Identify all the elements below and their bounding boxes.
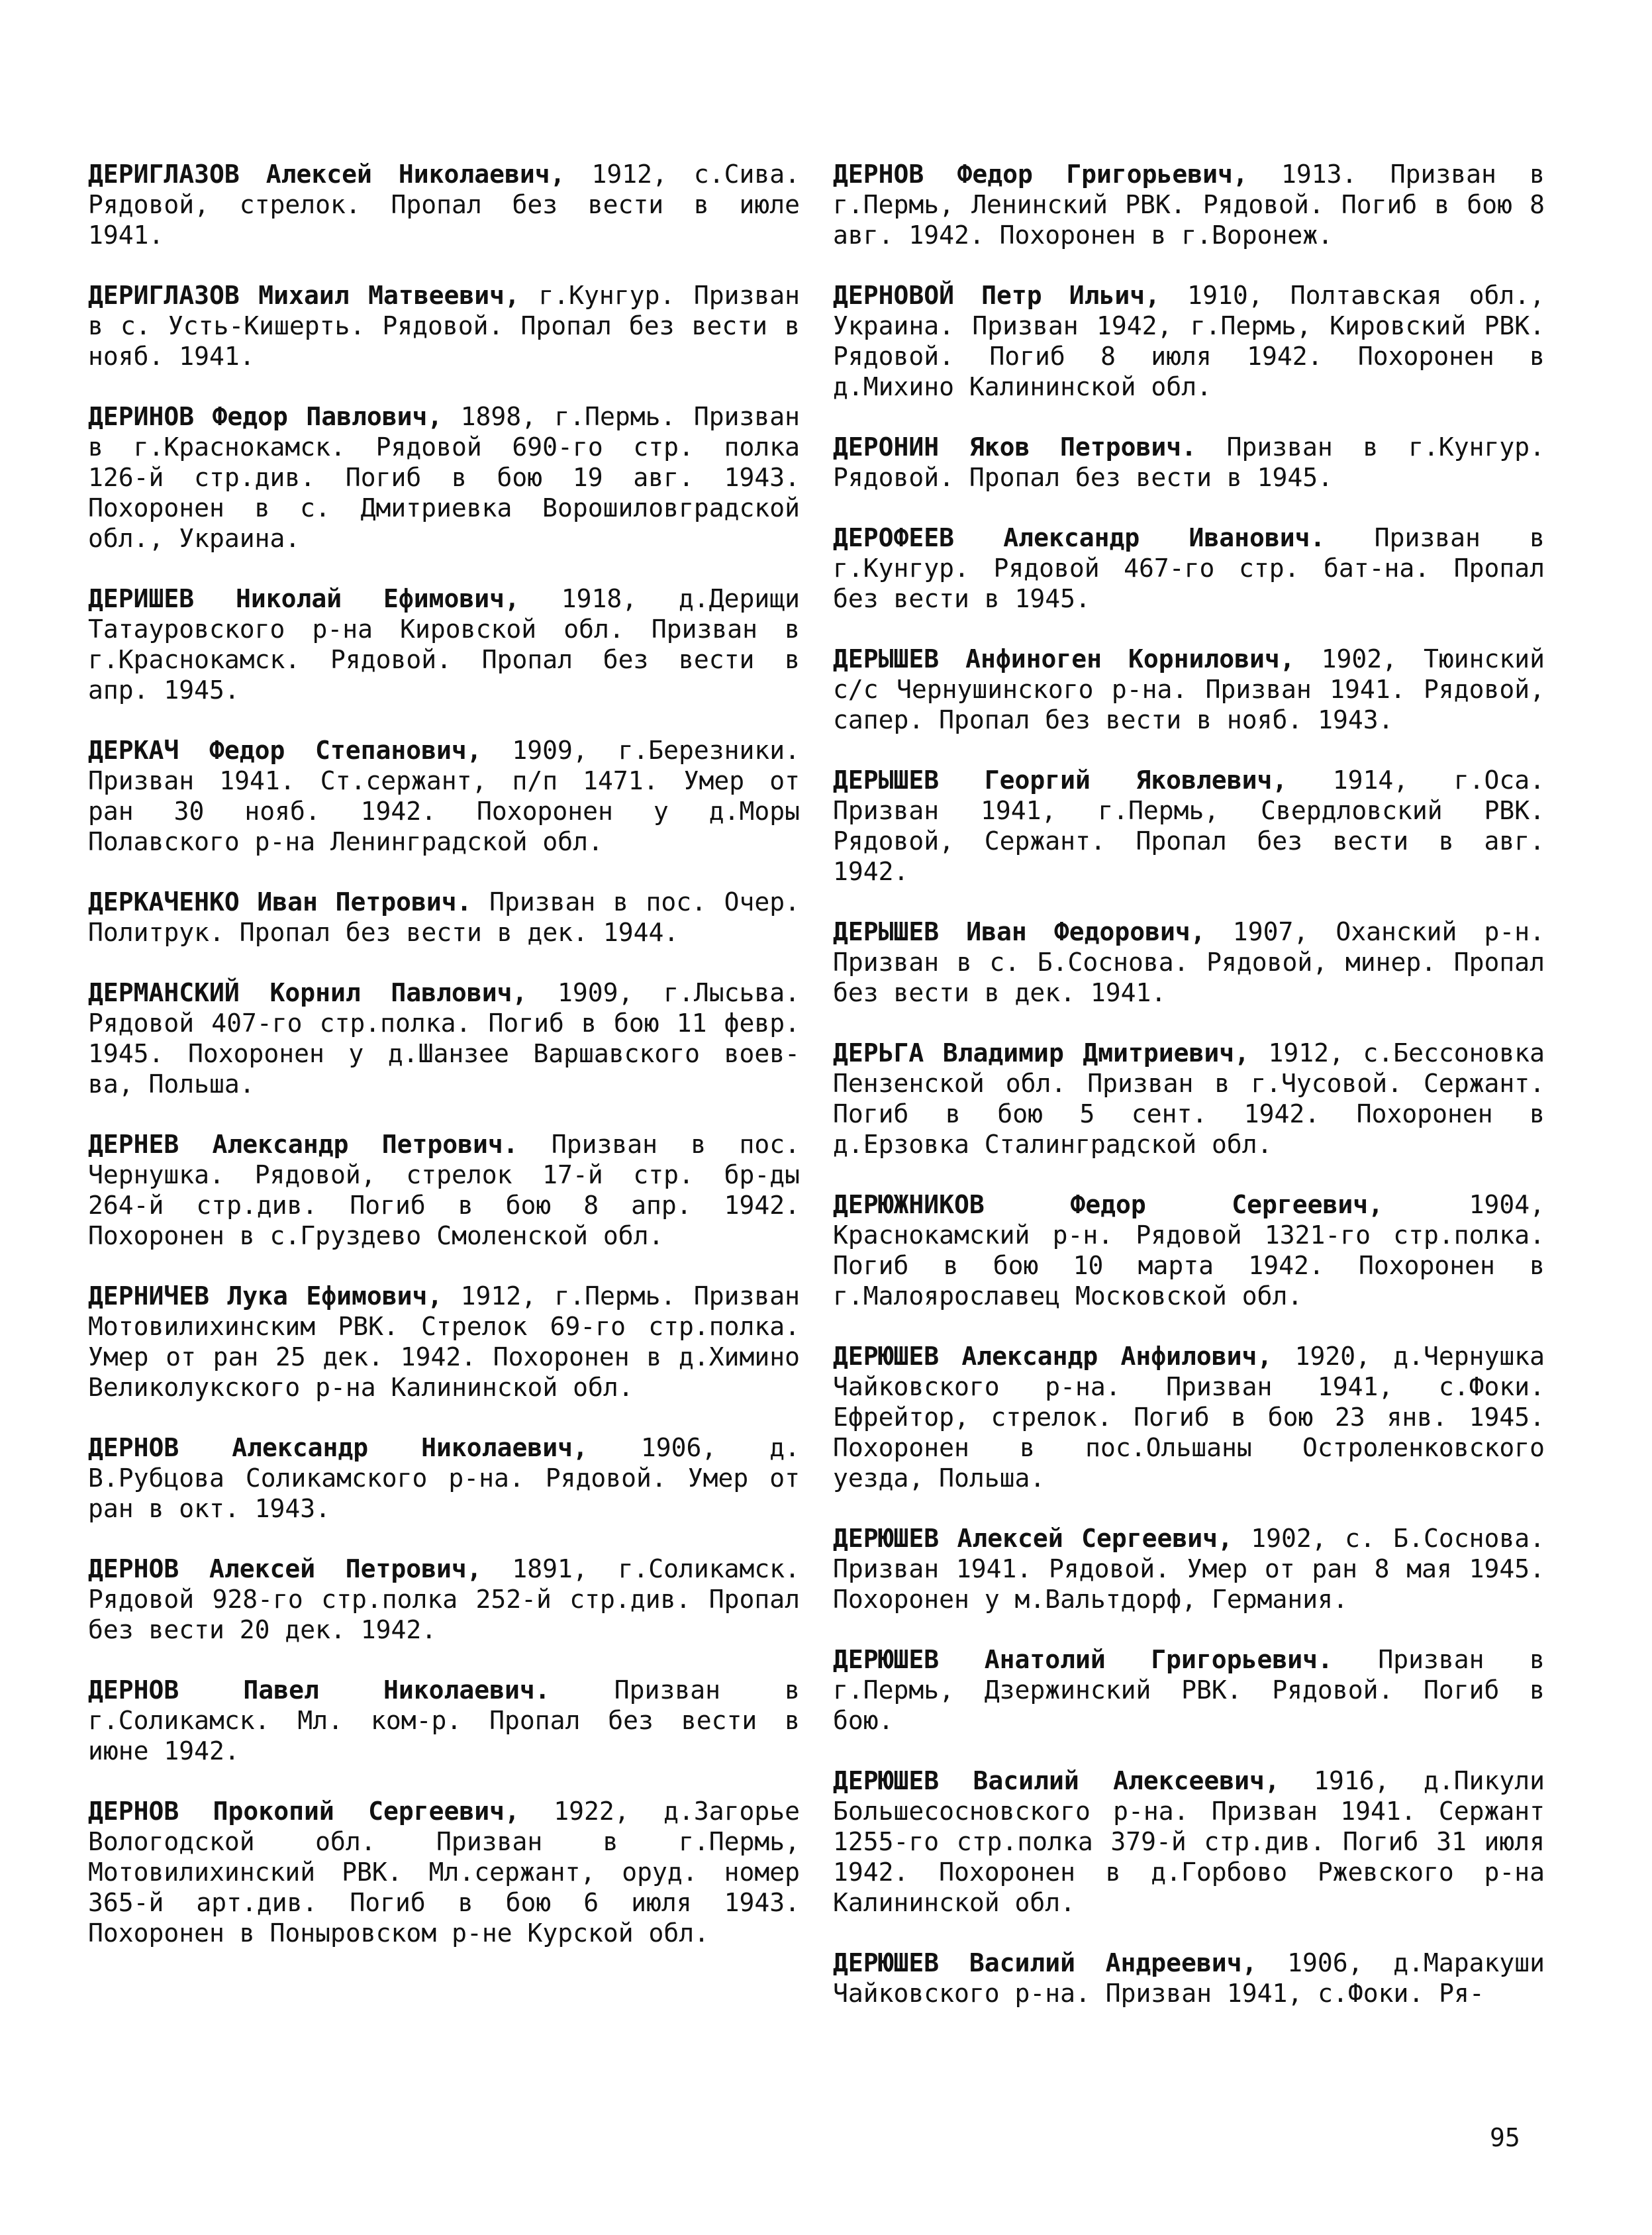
entry-text: Призван в г.Соликамск. Мл. ком-р. Пропал без вести в июне 1942. bbox=[88, 1675, 800, 1765]
entry bbox=[88, 977, 800, 1099]
entry-name: ДЕРОФЕЕВ Александр Иванович. bbox=[833, 523, 1326, 552]
entry-text: 1909, г.Лысьва. Рядовой 407-го стр.полка. Погиб в бою 11 февр. 1945. Похоронен у д.Шанзее Варшавского воев-ва, Польша. bbox=[88, 978, 800, 1099]
entry-name: ДЕРНОВОЙ Петр Ильич, bbox=[833, 281, 1161, 310]
entry-text: 1912, г.Пермь. Призван Мотовилихинским РВК. Стрелок 69-го стр.полка. Умер от ран 25 дек. 1942. Похоронен в д.Химино Великолукского р-на Калининской обл. bbox=[88, 1281, 800, 1402]
entry bbox=[833, 1765, 1545, 1918]
entry-name: ДЕРОНИН Яков Петрович. bbox=[833, 432, 1196, 462]
entry-name: ДЕРИГЛАЗОВ Михаил Матвеевич, bbox=[88, 281, 520, 310]
entry-name: ДЕРНОВ Прокопий Сергеевич, bbox=[88, 1797, 520, 1826]
entry bbox=[88, 401, 800, 554]
entry-name: ДЕРКАЧ Федор Степанович, bbox=[88, 736, 482, 765]
entry-name: ДЕРЬГА Владимир Дмитриевич, bbox=[833, 1038, 1250, 1068]
entry bbox=[88, 1796, 800, 1948]
entry-name: ДЕРЮШЕВ Василий Алексеевич, bbox=[833, 1766, 1280, 1795]
entry-text: Призван в г.Кунгур. Рядовой. Пропал без вести в 1945. bbox=[833, 432, 1545, 492]
entry-text: 1909, г.Березники. Призван 1941. Ст.сержант, п/п 1471. Умер от ран 30 нояб. 1942. Похоронен у д.Моры Полавского р-на Ленинградской обл. bbox=[88, 736, 800, 856]
entry-text: 1902, Тюинский с/с Чернушинского р-на. Призван 1941. Рядовой, сапер. Пропал без вести в нояб. 1943. bbox=[833, 644, 1545, 734]
entry-text: 1904, Краснокамский р-н. Рядовой 1321-го стр.полка. Погиб в бою 10 марта 1942. Похоронен в г.Малоярославец Московской обл. bbox=[833, 1190, 1545, 1311]
entry bbox=[833, 1189, 1545, 1311]
entry-name: ДЕРИНОВ Федор Павлович, bbox=[88, 402, 443, 431]
entry bbox=[833, 280, 1545, 402]
left-column bbox=[88, 159, 800, 1978]
entry-name: ДЕРНЕВ Александр Петрович. bbox=[88, 1130, 518, 1159]
entry-text: Призван в пос. Очер. Политрук. Пропал без вести в дек. 1944. bbox=[88, 887, 801, 947]
entry bbox=[88, 1432, 800, 1524]
entry-text: 1906, д. В.Рубцова Соликамского р-на. Рядовой. Умер от ран в окт. 1943. bbox=[88, 1433, 800, 1523]
page-number: 95 bbox=[1490, 2123, 1520, 2152]
entry-name: ДЕРКАЧЕНКО Иван Петрович. bbox=[88, 887, 472, 917]
entry-text: 1902, с. Б.Соснова. Призван 1941. Рядовой. Умер от ран 8 мая 1945. Похоронен у м.Вальтдорф, Германия. bbox=[833, 1524, 1545, 1614]
entry-text: 1913. Призван в г.Пермь, Ленинский РВК. Рядовой. Погиб в бою 8 авг. 1942. Похоронен в г.Воронеж. bbox=[833, 160, 1545, 250]
entry-name: ДЕРЮЖНИКОВ Федор Сергеевич, bbox=[833, 1190, 1384, 1219]
entry-name: ДЕРНОВ Александр Николаевич, bbox=[88, 1433, 588, 1462]
entry bbox=[88, 280, 800, 372]
entry-name: ДЕРЮШЕВ Алексей Сергеевич, bbox=[833, 1524, 1233, 1553]
entry bbox=[833, 644, 1545, 735]
entry-text: 1906, д.Маракуши Чайковского р-на. Призван 1941, с.Фоки. Ря- bbox=[833, 1948, 1545, 2008]
entry-text: Призван в г.Пермь, Дзержинский РВК. Рядовой. Погиб в бою. bbox=[833, 1645, 1545, 1735]
entry-name: ДЕРЮШЕВ Александр Анфилович, bbox=[833, 1342, 1273, 1371]
entry bbox=[88, 1675, 800, 1766]
entry bbox=[833, 765, 1545, 887]
entry-text: 1916, д.Пикули Большесосновского р-на. Призван 1941. Сержант 1255-го стр.полка 379-й стр.див. Погиб 31 июля 1942. Похоронен в д.Горбово Ржевского р-на Калининской обл. bbox=[833, 1766, 1545, 1917]
entry bbox=[88, 887, 800, 948]
entry bbox=[833, 1341, 1545, 1493]
entry-text: 1907, Оханский р-н. Призван в с. Б.Соснова. Рядовой, минер. Пропал без вести в дек. 1941. bbox=[833, 917, 1545, 1007]
entry-text: 1910, Полтавская обл., Украина. Призван 1942, г.Пермь, Кировский РВК. Рядовой. Погиб 8 июля 1942. Похоронен в д.Михино Калининской обл. bbox=[833, 281, 1545, 401]
entry-text: Призван в г.Кунгур. Рядовой 467-го стр. бат-на. Пропал без вести в 1945. bbox=[833, 523, 1545, 613]
entry-name: ДЕРЫШЕВ Иван Федорович, bbox=[833, 917, 1206, 946]
entry bbox=[88, 735, 800, 857]
entry-text: 1918, д.Дерищи Татауровского р-на Кировской обл. Призван в г.Краснокамск. Рядовой. Пропал без вести в апр. 1945. bbox=[88, 584, 800, 705]
entry bbox=[833, 522, 1545, 614]
entry-name: ДЕРЫШЕВ Анфиноген Корнилович, bbox=[833, 644, 1295, 673]
entry-name: ДЕРЮШЕВ Анатолий Григорьевич. bbox=[833, 1645, 1333, 1674]
entry-text: 1914, г.Оса. Призван 1941, г.Пермь, Свердловский РВК. Рядовой, Сержант. Пропал без вести в авг. 1942. bbox=[833, 766, 1545, 886]
entry-name: ДЕРЮШЕВ Василий Андреевич, bbox=[833, 1948, 1257, 1977]
entry bbox=[88, 1281, 800, 1403]
entry-text: 1920, д.Чернушка Чайковского р-на. Призван 1941, с.Фоки. Ефрейтор, стрелок. Погиб в бою 23 янв. 1945. Похоронен в пос.Ольшаны Остроленковского уезда, Польша. bbox=[833, 1342, 1545, 1493]
entry bbox=[833, 1038, 1545, 1160]
entry bbox=[88, 159, 800, 250]
entry-text: 1891, г.Соликамск. Рядовой 928-го стр.полка 252-й стр.див. Пропал без вести 20 дек. 1942. bbox=[88, 1554, 800, 1644]
entry-name: ДЕРИШЕВ Николай Ефимович, bbox=[88, 584, 520, 613]
entry bbox=[833, 432, 1545, 493]
entry bbox=[833, 917, 1545, 1008]
entry-text: 1912, с.Бессоновка Пензенской обл. Призван в г.Чусовой. Сержант. Погиб в бою 5 сент. 1942. Похоронен в д.Ерзовка Сталинградской обл. bbox=[833, 1038, 1545, 1159]
entry bbox=[833, 159, 1545, 250]
entry bbox=[88, 583, 800, 705]
entry-name: ДЕРИГЛАЗОВ Алексей Николаевич, bbox=[88, 160, 565, 189]
entry-name: ДЕРНОВ Павел Николаевич. bbox=[88, 1675, 550, 1705]
entry-name: ДЕРНОВ Федор Григорьевич, bbox=[833, 160, 1248, 189]
entry-name: ДЕРНИЧЕВ Лука Ефимович, bbox=[88, 1281, 443, 1311]
entry bbox=[88, 1554, 800, 1645]
entry bbox=[833, 1948, 1545, 2009]
entry-name: ДЕРЫШЕВ Георгий Яковлевич, bbox=[833, 766, 1288, 795]
entry bbox=[88, 1129, 800, 1251]
entry-text: г.Кунгур. Призван в с. Усть-Кишерть. Рядовой. Пропал без вести в нояб. 1941. bbox=[88, 281, 800, 371]
entry-text: 1898, г.Пермь. Призван в г.Краснокамск. Рядовой 690-го стр. полка 126-й стр.див. Погиб в бою 19 авг. 1943. Похоронен в с. Дмитриевка Ворошиловградской обл., Украина. bbox=[88, 402, 800, 553]
entry-text: 1912, с.Сива. Рядовой, стрелок. Пропал без вести в июле 1941. bbox=[88, 160, 801, 250]
entry-name: ДЕРМАНСКИЙ Корнил Павлович, bbox=[88, 978, 528, 1007]
entry-name: ДЕРНОВ Алексей Петрович, bbox=[88, 1554, 482, 1583]
right-column bbox=[833, 159, 1545, 2038]
entry bbox=[833, 1523, 1545, 1614]
entry-text: Призван в пос. Чернушка. Рядовой, стрелок 17-й стр. бр-ды 264-й стр.див. Погиб в бою 8 апр. 1942. Похоронен в с.Груздево Смоленской обл. bbox=[88, 1130, 801, 1250]
entry-text: 1922, д.Загорье Вологодской обл. Призван в г.Пермь, Мотовилихинский РВК. Мл.сержант, оруд. номер 365-й арт.див. Погиб в бою 6 июля 1943. Похоронен в Поныровском р-не Курской обл. bbox=[88, 1797, 800, 1948]
entry bbox=[833, 1644, 1545, 1736]
